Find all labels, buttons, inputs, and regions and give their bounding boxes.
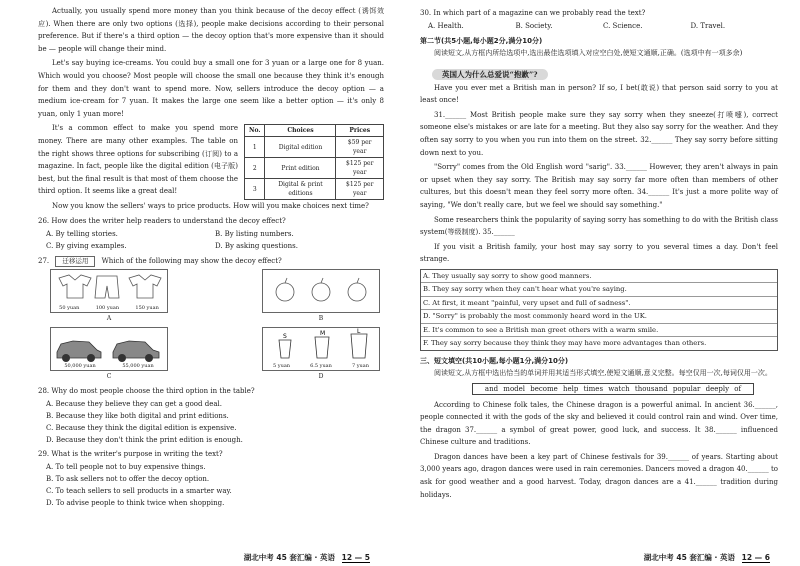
passage-paragraph: Let's say buying ice-creams. You could buy a small one for 3 yuan or a large one for 8 yuan. Which would you choose? Most people will choose the small one because they think it's enough for them and they don't want to spend more. Now, sellers introduce the decoy option — a medium ice-cream for 7 yuan. It makes the large one seem like a better option — it's only 8 yuan, only 1 yuan more! — [38, 59, 384, 118]
question-30: 30. In which part of a magazine can we probably read the text? — [420, 9, 646, 17]
option[interactable]: A. To tell people not to buy expensive things. — [46, 462, 206, 471]
picture-options-row-1: 50 yuan 100 yuan 150 yuan A B — [50, 269, 380, 325]
passage-paragraph: 31.______ Most British people make sure they say sorry when they sneeze(打喷嚏), correct someone else's mistakes or are late for a meeting. But they also say sorry for the weather. And they often say sorry to you when you run into them on the street. 32.______ They say sorry before sitting down next to you. — [420, 110, 778, 157]
cup-size-label: M — [320, 329, 326, 337]
question-28: 28. Why do most people choose the third option in the table? — [38, 386, 255, 395]
table-header: Choices — [265, 125, 336, 137]
section-instructions: 阅读短文,从方框中选出恰当的单词并用其适当形式填空,使短文通顺,意义完整。每空仅用一次,每词仅用一次。 — [434, 368, 772, 377]
passage-paragraph: According to Chinese folk tales, the Chinese dragon is a powerful animal. In ancient 36.______, people connected it with the gods of the sky and believed it could control rain and wind. Over time, the dragon 37.______ a symbol of great power, good luck, and success. It 38.______ influenced Chinese culture and traditions. — [420, 400, 778, 447]
picture-option-a[interactable]: 50 yuan 100 yuan 150 yuan — [50, 269, 168, 313]
picture-option-c[interactable]: 50,000 yuan 55,000 yuan — [50, 327, 168, 371]
option[interactable]: D. Travel. — [690, 22, 726, 30]
page-number: 12 — 6 — [741, 553, 770, 562]
option[interactable]: C. Science. — [603, 22, 643, 30]
skill-tag: 迁移运用 — [55, 256, 95, 267]
passage-paragraph: It's a common effect to make you spend more money. There are many other examples. The table on the right shows three options for subscribing (订阅) to a magazine. In fact, people like the digital edition (电子版) best, but the final result is that most of them choose the third option. It seems like a great deal! — [38, 124, 238, 196]
box-option[interactable]: D. "Sorry" is probably the most commonly heard word in the UK. — [421, 310, 777, 324]
passage-title: 英国人为什么总爱说“抱歉”? — [432, 69, 548, 80]
table-header: No. — [245, 125, 265, 137]
page-number: 12 — 5 — [341, 553, 370, 562]
option[interactable]: D. To advise people to think twice when shopping. — [46, 498, 225, 507]
table-row: 2 Print edition $125 per year — [245, 158, 384, 179]
passage-paragraph: "Sorry" comes from the Old English word "sarig". 33.______ However, they aren't always in pain or upset when they say sorry. The British may say sorry far more often than members of other cultures, but this doesn't mean they feel sorry more often. 34.______ It's just a more polite way of saying, "We don't really care, but we feel we should say something." — [420, 163, 778, 209]
q26-options — [46, 240, 384, 253]
option[interactable]: A. Health. — [428, 22, 464, 30]
picture-option-d[interactable]: S M L 5 yuan 6.5 yuan 7 yuan — [262, 327, 380, 371]
passage-paragraph: Now you know the sellers' ways to price products. How will you make choices next time? — [52, 202, 369, 211]
paragraph-with-table — [38, 122, 384, 200]
price-table — [244, 124, 384, 200]
option[interactable]: B. By listing numbers. — [215, 229, 294, 238]
option[interactable]: D. Because they don't think the print edition is enough. — [46, 435, 243, 444]
passage-paragraph: If you visit a British family, your host may say sorry to you several times a day. Don't feel strange. — [420, 242, 778, 264]
option[interactable]: D. By asking questions. — [215, 242, 298, 251]
q30-options — [428, 20, 778, 32]
passage-paragraph: Dragon dances have been a key part of Chinese festivals for 39.______ of years. Starting about 3,000 years ago, dragon dances were used in rain ceremonies. Dancers moved a dragon 40.______ to ask for good weather and a good harvest. Today, dragon dances are a 41.______ tradition during holidays. — [420, 452, 778, 499]
cup-size-label: S — [283, 332, 287, 340]
picture-options-row-2: 50,000 yuan 55,000 yuan C S M L 5 yuan 6.5 yuan 7 yuan D — [50, 327, 380, 383]
box-option[interactable]: F. They say sorry because they think they may have more advantages than others. — [423, 339, 707, 348]
cup-size-label: L — [357, 327, 361, 335]
picture-option-b[interactable] — [262, 269, 380, 313]
table-row: 1 Digital edition $59 per year — [245, 137, 384, 158]
question-27: 27. 迁移运用 Which of the following may show the decoy effect? — [38, 256, 282, 265]
box-option[interactable]: C. At first, it meant "painful, very upset and full of sadness". — [421, 297, 777, 311]
q26-options — [46, 228, 384, 241]
box-option[interactable]: A. They usually say sorry to show good manners. — [421, 270, 777, 284]
right-page — [400, 0, 800, 566]
fruit-icon — [263, 270, 379, 312]
passage-paragraph: Have you ever met a British man in person? If so, I bet(敢说) that person said sorry to you at least once! — [420, 83, 778, 105]
passage-paragraph: Some researchers think the popularity of saying sorry has something to do with the British class system(等级制度). 35.______ — [420, 215, 778, 237]
page-footer: 湖北中考 45 套汇编 · 英语 12 — 5 — [243, 553, 370, 562]
option[interactable]: C. Because they think the digital edition is expensive. — [46, 423, 237, 432]
option[interactable]: A. Because they believe they can get a good deal. — [46, 399, 222, 408]
table-header: Prices — [336, 125, 384, 137]
section-title: 三、短文填空(共10小题,每小题1分,满分10分) — [420, 356, 569, 365]
word-bank: and model become help times watch thousand popular deeply of — [472, 383, 754, 395]
option[interactable]: B. To ask sellers not to offer the decoy option. — [46, 474, 210, 483]
option[interactable]: B. Society. — [515, 22, 553, 30]
section-title: 第二节(共5小题,每小题2分,满分10分) — [420, 37, 543, 45]
page-footer: 湖北中考 45 套汇编 · 英语 12 — 6 — [643, 553, 770, 562]
question-26: 26. How does the writer help readers to understand the decoy effect? — [38, 216, 286, 225]
table-row: 3 Digital & print editions $125 per year — [245, 179, 384, 200]
question-29: 29. What is the writer's purpose in writing the text? — [38, 449, 223, 458]
option[interactable]: A. By telling stories. — [46, 229, 118, 238]
section-instructions: 阅读短文,从方框内所给选项中,选出最佳选项填入对应空白处,使短文通顺,正确。(选项中有一项多余) — [434, 49, 743, 57]
answer-options-box — [420, 269, 778, 351]
box-option[interactable]: E. It's common to see a British man greet others with a warm smile. — [421, 324, 777, 338]
option[interactable]: C. To teach sellers to sell products in a smarter way. — [46, 486, 232, 495]
option[interactable]: B. Because they like both digital and print editions. — [46, 411, 229, 420]
option[interactable]: C. By giving examples. — [46, 242, 127, 251]
passage-paragraph: Actually, you usually spend more money than you think because of the decoy effect (诱饵效应). When there are only two options (选择), people make decisions according to their personal preference. But if there's a third option — the decoy option that's more expensive than it should be — people will change their mind. — [38, 7, 384, 53]
box-option[interactable]: B. They say sorry when they can't hear what you're saying. — [421, 283, 777, 297]
